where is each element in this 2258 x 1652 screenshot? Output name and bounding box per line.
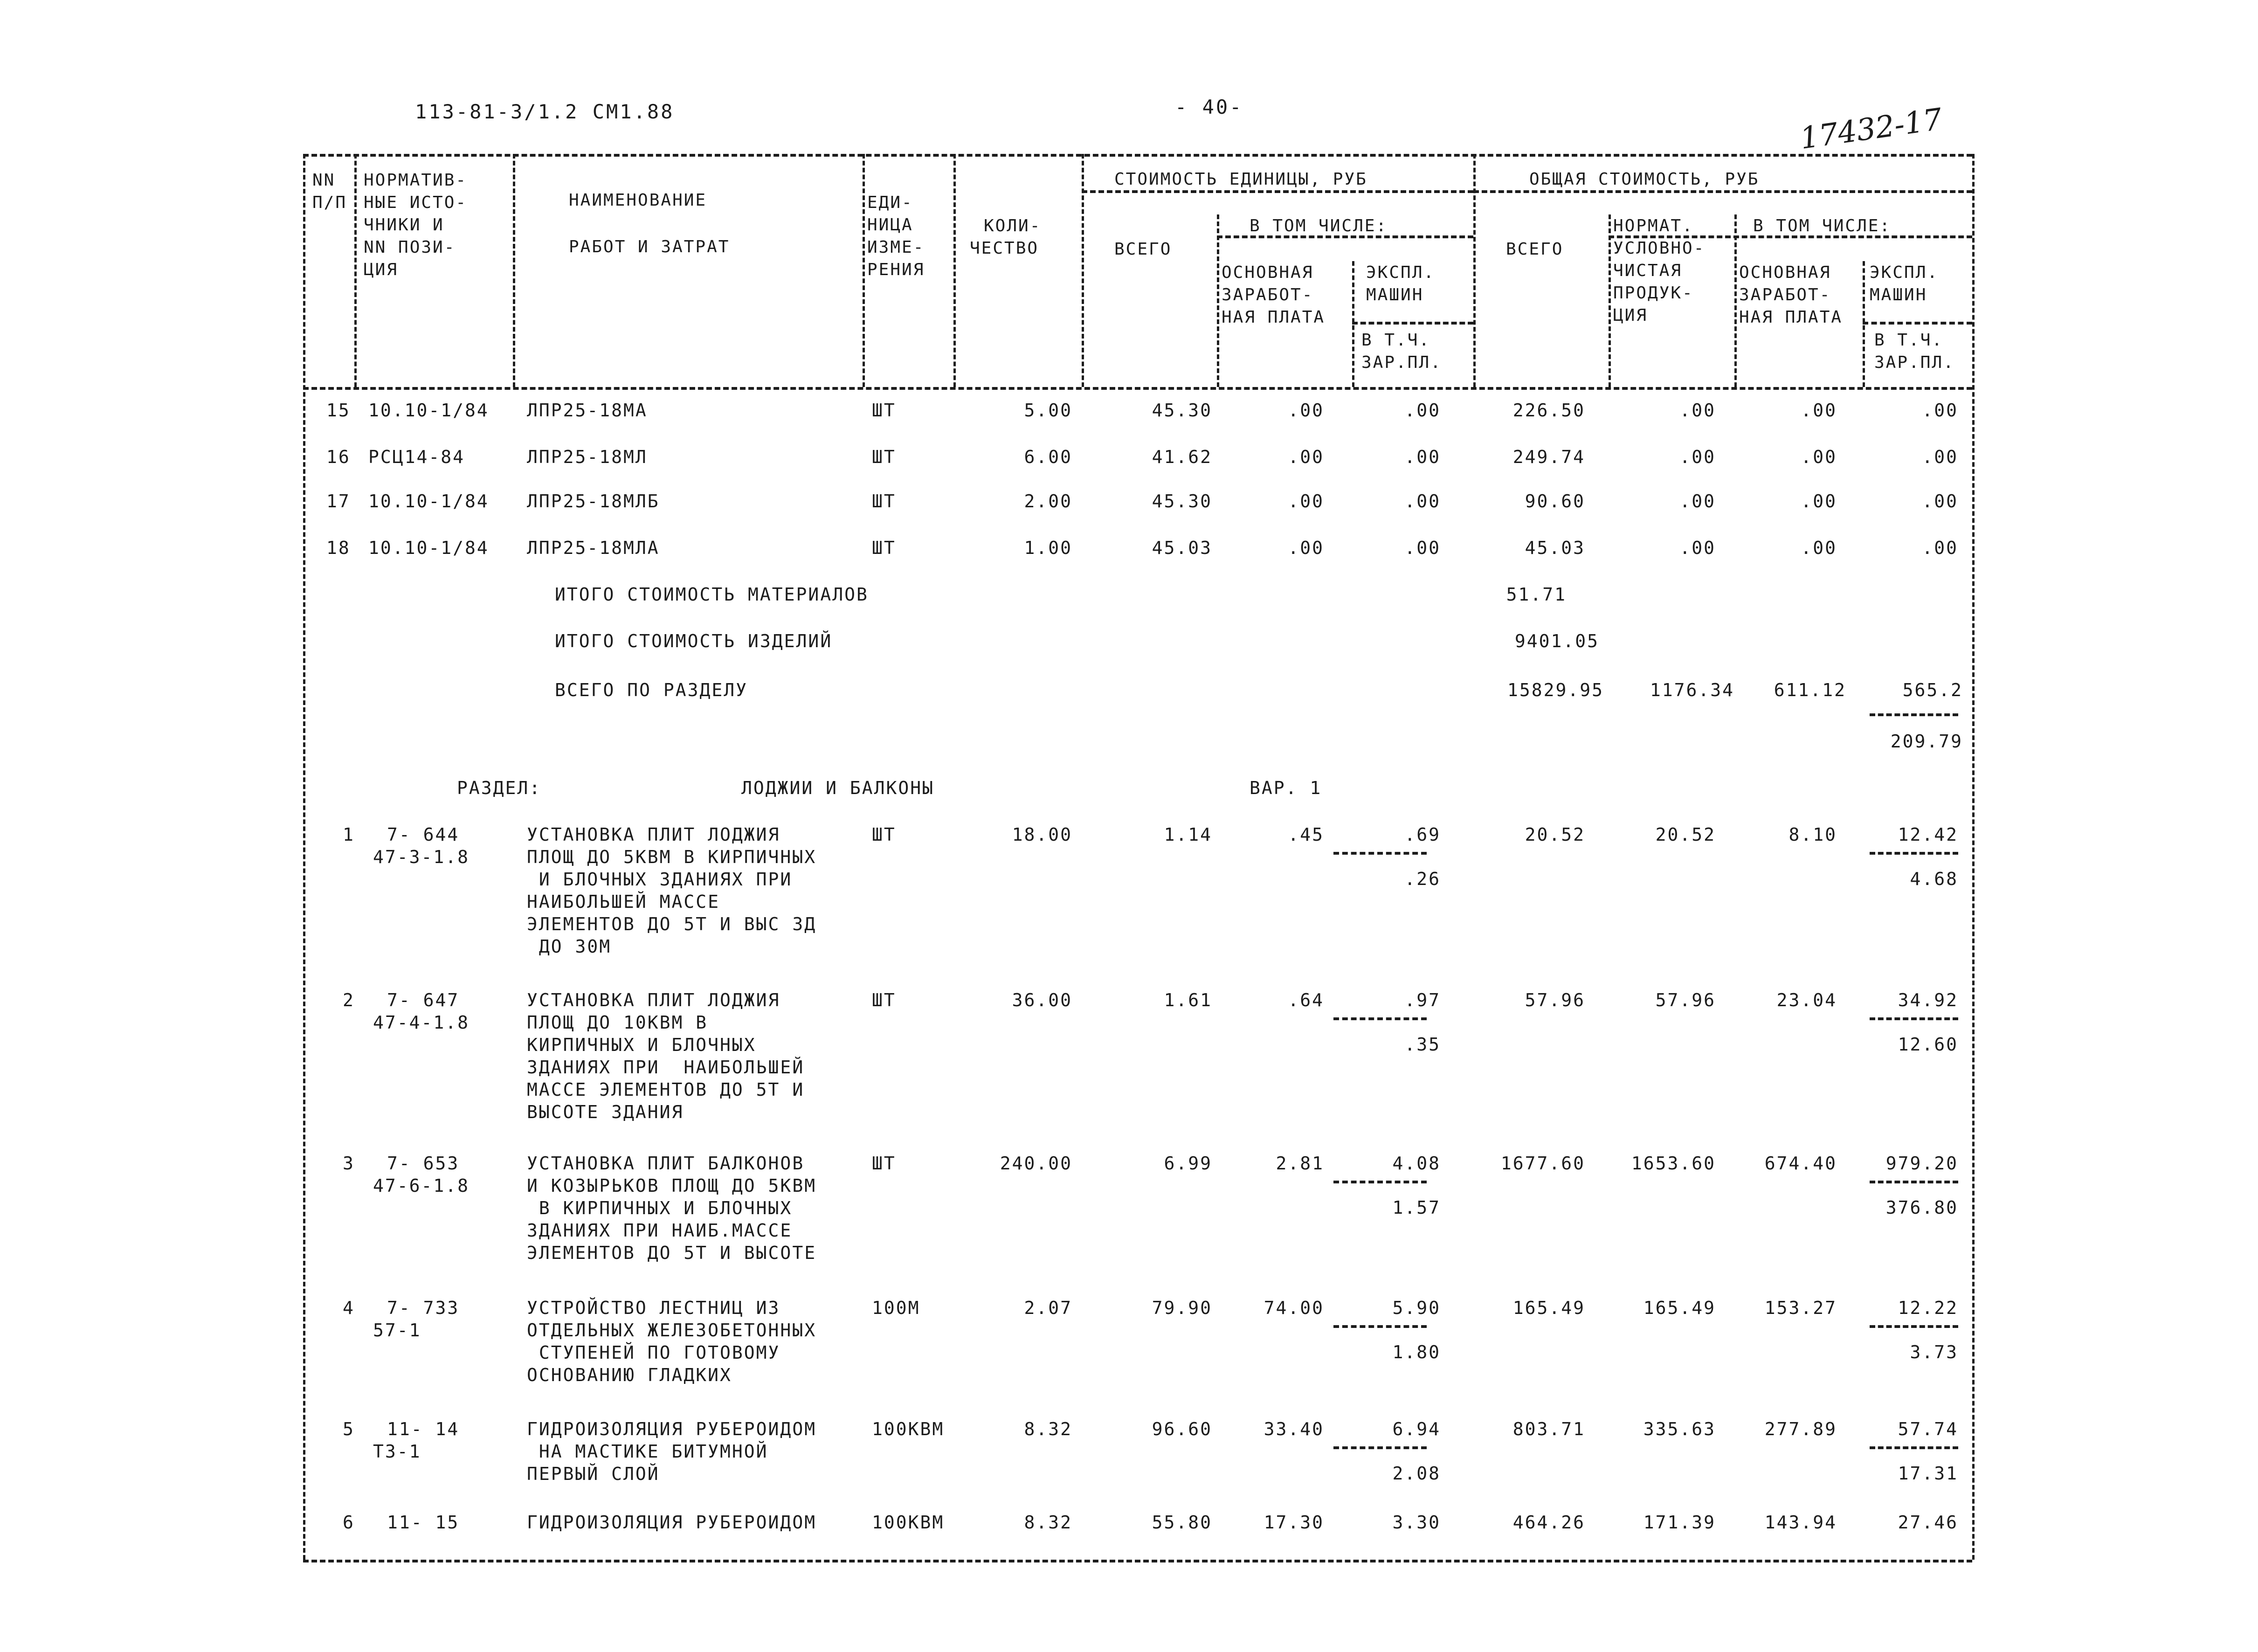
row-unit-all: 41.62	[1152, 447, 1212, 467]
row-unit-wages: .45	[1288, 824, 1324, 845]
header-ekspl-rule	[1352, 322, 1473, 325]
row-unit: ШТ	[872, 824, 896, 845]
row-unit-wages: .00	[1288, 400, 1324, 421]
row-unit-all: 96.60	[1152, 1419, 1212, 1439]
row-unit-all: 55.80	[1152, 1512, 1212, 1533]
row-name: И БЛОЧНЫХ ЗДАНИЯХ ПРИ	[527, 869, 793, 890]
row-unit-machines: .00	[1404, 447, 1441, 467]
row-name: ГИДРОИЗОЛЯЦИЯ РУБЕРОИДОМ	[527, 1419, 817, 1439]
header-total-normative: ЦИЯ	[1613, 306, 1648, 325]
row-unit-machines: 5.90	[1392, 1298, 1441, 1318]
header-total-normative: ПРОДУК-	[1613, 283, 1694, 303]
header-unit-machines: МАШИН	[1366, 285, 1424, 304]
row-name: ЗДАНИЯХ ПРИ НАИБОЛЬШЕЙ	[527, 1057, 805, 1078]
header-name: РАБОТ И ЗАТРАТ	[569, 237, 730, 256]
row-total-machines: 12.42	[1898, 824, 1958, 845]
section-label: РАЗДЕЛ:	[457, 778, 542, 798]
row-total-wages: .00	[1801, 400, 1837, 421]
products-total-label: ИТОГО СТОИМОСТЬ ИЗДЕЛИЙ	[555, 631, 833, 651]
section-total-wages: 611.12	[1774, 680, 1846, 700]
row-qty: 18.00	[1012, 824, 1072, 845]
row-total-machines: 34.92	[1898, 990, 1958, 1010]
row-total-normative: 171.39	[1643, 1512, 1716, 1533]
row-code: 10.10-1/84	[368, 538, 489, 558]
row-qty: 6.00	[1024, 447, 1072, 467]
row-number: 3	[343, 1153, 355, 1174]
row-name: КИРПИЧНЫХ И БЛОЧНЫХ	[527, 1035, 756, 1055]
row-total-all: 1677.60	[1500, 1153, 1585, 1174]
header-total-all: ВСЕГО	[1506, 240, 1564, 259]
header-unit: ИЗМЕ-	[867, 238, 925, 257]
row-total-machines-rule	[1870, 1017, 1958, 1020]
row-unit-machines: .00	[1404, 538, 1441, 558]
row-total-all: 226.50	[1512, 400, 1585, 421]
row-total-normative: 20.52	[1655, 824, 1716, 845]
row-unit-machines-wages: .26	[1404, 869, 1441, 889]
row-total-wages: .00	[1801, 447, 1837, 467]
header-total-machines-wages: ЗАР.ПЛ.	[1874, 353, 1955, 372]
header-unit-incl: В ТОМ ЧИСЛЕ:	[1250, 216, 1388, 235]
row-code: 10.10-1/84	[368, 400, 489, 421]
row-total-machines-rule	[1870, 852, 1958, 855]
row-total-wages: 8.10	[1788, 824, 1837, 845]
handwritten-stamp: 17432-17	[1798, 102, 1945, 156]
row-code: 47-4-1.8	[373, 1012, 470, 1033]
row-total-wages: .00	[1801, 491, 1837, 511]
header-total-normative: НОРМАТ.	[1613, 216, 1694, 235]
row-total-all: 45.03	[1525, 538, 1585, 558]
row-total-all: 249.74	[1512, 447, 1585, 467]
row-total-machines-rule	[1870, 1446, 1958, 1449]
row-code: 11- 15	[387, 1512, 460, 1533]
header-total-cost-group: ОБЩАЯ СТОИМОСТЬ, РУБ	[1529, 170, 1760, 189]
section-total-label: ВСЕГО ПО РАЗДЕЛУ	[555, 680, 748, 700]
header-total-wages: ЗАРАБОТ-	[1739, 285, 1831, 304]
section-name: ЛОДЖИИ И БАЛКОНЫ	[741, 778, 935, 798]
row-code: 7- 644	[387, 824, 460, 845]
row-unit: ШТ	[872, 1153, 896, 1174]
row-unit: ШТ	[872, 400, 896, 421]
table-left-border	[303, 154, 305, 1560]
row-total-all: 57.96	[1525, 990, 1585, 1010]
row-name: ЗДАНИЯХ ПРИ НАИБ.МАССЕ	[527, 1220, 793, 1241]
section-total-all: 15829.95	[1507, 680, 1604, 700]
section-total-machines-wages: 209.79	[1890, 731, 1963, 752]
row-total-normative: 57.96	[1655, 990, 1716, 1010]
row-unit-machines-wages: 1.80	[1392, 1342, 1441, 1362]
header-nn: NN	[312, 171, 336, 190]
row-unit-all: 45.03	[1152, 538, 1212, 558]
header-total-normative: ЧИСТАЯ	[1613, 261, 1683, 280]
header-normative-source: NN ПОЗИ-	[364, 238, 456, 257]
header-unit-machines-wages: В Т.Ч.	[1361, 331, 1431, 350]
row-unit-machines-rule	[1333, 1181, 1427, 1183]
row-total-normative: .00	[1679, 400, 1716, 421]
row-name: ПЛОЩ ДО 10КВМ В	[527, 1012, 708, 1033]
row-total-normative: .00	[1679, 447, 1716, 467]
row-unit-machines: .00	[1404, 400, 1441, 421]
row-unit-all: 79.90	[1152, 1298, 1212, 1318]
header-total-machines: МАШИН	[1870, 285, 1927, 304]
header-total-machines: ЭКСПЛ.	[1870, 263, 1939, 282]
row-total-all: 165.49	[1512, 1298, 1585, 1318]
table-bottom-border	[303, 1560, 1972, 1562]
row-unit-machines-wages: .35	[1404, 1034, 1441, 1055]
row-unit-wages: 2.81	[1276, 1153, 1324, 1174]
row-total-wages: 674.40	[1764, 1153, 1837, 1174]
row-unit: ШТ	[872, 990, 896, 1010]
row-qty: 8.32	[1024, 1419, 1072, 1439]
row-total-normative: 335.63	[1643, 1419, 1716, 1439]
header-col-sep-2	[863, 154, 865, 387]
row-unit-wages: 74.00	[1264, 1298, 1324, 1318]
row-total-wages: 143.94	[1764, 1512, 1837, 1533]
row-unit-machines: 6.94	[1392, 1419, 1441, 1439]
row-total-wages: 23.04	[1776, 990, 1837, 1010]
row-code: РСЦ14-84	[368, 447, 465, 467]
row-total-all: 20.52	[1525, 824, 1585, 845]
row-name: НА МАСТИКЕ БИТУМНОЙ	[527, 1441, 768, 1462]
row-total-normative: .00	[1679, 538, 1716, 558]
row-name: ЭЛЕМЕНТОВ ДО 5Т И ВЫСОТЕ	[527, 1243, 817, 1263]
row-code: 7- 647	[387, 990, 460, 1010]
row-name: УСТАНОВКА ПЛИТ БАЛКОНОВ	[527, 1153, 805, 1174]
header-total-incl: В ТОМ ЧИСЛЕ:	[1753, 216, 1892, 235]
row-unit-machines-rule	[1333, 1017, 1427, 1020]
row-unit: ШТ	[872, 491, 896, 511]
row-name: ДО 30М	[527, 936, 612, 957]
row-code: 47-3-1.8	[373, 847, 470, 867]
row-total-all: 90.60	[1525, 491, 1585, 511]
header-total-normative: УСЛОВНО-	[1613, 239, 1706, 258]
row-unit-wages: .00	[1288, 491, 1324, 511]
header-normative-source: НОРМАТИВ-	[364, 171, 468, 190]
row-unit-machines: .97	[1404, 990, 1441, 1010]
materials-total-label: ИТОГО СТОИМОСТЬ МАТЕРИАЛОВ	[555, 584, 869, 605]
section-total-rule	[1870, 713, 1958, 716]
header-total-wages: ОСНОВНАЯ	[1739, 263, 1831, 282]
row-unit-machines: .69	[1404, 824, 1441, 845]
document-code: 113-81-3/1.2 СМ1.88	[415, 100, 675, 123]
row-unit-wages: .64	[1288, 990, 1324, 1010]
header-unit-wages: ОСНОВНАЯ	[1222, 263, 1314, 282]
row-unit-wages: .00	[1288, 447, 1324, 467]
header-normative-source: ЧНИКИ И	[364, 215, 444, 235]
header-unit-cost-group: СТОИМОСТЬ ЕДИНИЦЫ, РУБ	[1114, 170, 1367, 189]
row-total-normative: 1653.60	[1631, 1153, 1716, 1174]
row-number: 16	[326, 447, 351, 467]
row-unit: 100КВМ	[872, 1419, 945, 1439]
row-total-machines-wages: 3.73	[1910, 1342, 1958, 1362]
header-unit-wages: ЗАРАБОТ-	[1222, 285, 1314, 304]
row-code: 57-1	[373, 1320, 421, 1341]
row-name: МАССЕ ЭЛЕМЕНТОВ ДО 5Т И	[527, 1079, 805, 1100]
header-unit-all: ВСЕГО	[1114, 240, 1172, 259]
row-unit-machines-rule	[1333, 1446, 1427, 1449]
row-total-machines: .00	[1922, 538, 1958, 558]
row-total-machines: 57.74	[1898, 1419, 1958, 1439]
row-name: ПЕРВЫЙ СЛОЙ	[527, 1464, 660, 1484]
row-name: И КОЗЫРЬКОВ ПЛОЩ ДО 5КВМ	[527, 1175, 817, 1196]
products-total-value: 9401.05	[1514, 631, 1599, 651]
row-unit-all: 1.14	[1164, 824, 1212, 845]
header-col-sep-vsego	[1217, 214, 1219, 387]
row-unit-wages: 33.40	[1264, 1419, 1324, 1439]
row-number: 1	[343, 824, 355, 845]
header-qty: ЧЕСТВО	[970, 239, 1039, 258]
row-total-machines: 27.46	[1898, 1512, 1958, 1533]
row-number: 5	[343, 1419, 355, 1439]
row-unit: 100КВМ	[872, 1512, 945, 1533]
row-number: 15	[326, 400, 351, 421]
row-name: ЛПР25-18МЛА	[527, 538, 660, 558]
row-qty: 8.32	[1024, 1512, 1072, 1533]
row-total-machines: 12.22	[1898, 1298, 1958, 1318]
row-unit-machines: 4.08	[1392, 1153, 1441, 1174]
row-total-machines: .00	[1922, 447, 1958, 467]
header-unit: ЕДИ-	[867, 193, 913, 212]
header-total-wages: НАЯ ПЛАТА	[1739, 308, 1843, 327]
section-total-normative: 1176.34	[1650, 680, 1734, 700]
header-col-sep-normat	[1609, 214, 1611, 387]
row-unit-machines-wages: 2.08	[1392, 1463, 1441, 1484]
row-qty: 1.00	[1024, 538, 1072, 558]
row-unit-wages: .00	[1288, 538, 1324, 558]
row-total-machines-wages: 376.80	[1885, 1197, 1958, 1218]
row-unit-machines: 3.30	[1392, 1512, 1441, 1533]
header-tekspl-rule	[1863, 322, 1972, 325]
row-total-machines: 979.20	[1885, 1153, 1958, 1174]
row-name: ГИДРОИЗОЛЯЦИЯ РУБЕРОИДОМ	[527, 1512, 817, 1533]
row-name: УСТАНОВКА ПЛИТ ЛОДЖИЯ	[527, 824, 780, 845]
row-total-normative: 165.49	[1643, 1298, 1716, 1318]
row-total-wages: 153.27	[1764, 1298, 1837, 1318]
header-col-sep-0	[354, 154, 357, 387]
header-normative-source: НЫЕ ИСТО-	[364, 193, 468, 212]
header-bottom-border	[303, 387, 1972, 390]
header-unit: РЕНИЯ	[867, 260, 925, 279]
section-total-machines: 565.2	[1902, 680, 1963, 700]
header-qty: КОЛИ-	[984, 216, 1042, 235]
row-total-all: 803.71	[1512, 1419, 1585, 1439]
row-qty: 2.00	[1024, 491, 1072, 511]
row-unit-machines: .00	[1404, 491, 1441, 511]
row-total-normative: .00	[1679, 491, 1716, 511]
header-nn: П/П	[312, 193, 347, 212]
row-total-machines-rule	[1870, 1325, 1958, 1328]
row-total-wages: .00	[1801, 538, 1837, 558]
row-unit-machines-rule	[1333, 852, 1427, 855]
header-col-sep-5	[1473, 154, 1476, 387]
row-code: 7- 653	[387, 1153, 460, 1174]
row-unit-all: 45.30	[1152, 400, 1212, 421]
row-code: 10.10-1/84	[368, 491, 489, 511]
row-unit: 100М	[872, 1298, 920, 1318]
header-unit-machines: ЭКСПЛ.	[1366, 263, 1436, 282]
row-name: ВЫСОТЕ ЗДАНИЯ	[527, 1102, 684, 1122]
page-number: - 40-	[1175, 96, 1243, 118]
row-unit: ШТ	[872, 538, 896, 558]
row-qty: 240.00	[1000, 1153, 1072, 1174]
row-name: ЭЛЕМЕНТОВ ДО 5Т И ВЫС ЗД	[527, 914, 817, 934]
row-number: 2	[343, 990, 355, 1010]
header-total-machines-wages: В Т.Ч.	[1874, 331, 1944, 350]
row-name: УСТРОЙСТВО ЛЕСТНИЦ ИЗ	[527, 1298, 780, 1318]
row-unit-all: 6.99	[1164, 1153, 1212, 1174]
header-normative-source: ЦИЯ	[364, 260, 399, 279]
row-name: ЛПР25-18МЛ	[527, 447, 648, 467]
header-unit: НИЦА	[867, 215, 913, 235]
header-col-sep-3	[953, 154, 956, 387]
row-number: 18	[326, 538, 351, 558]
row-name: В КИРПИЧНЫХ И БЛОЧНЫХ	[527, 1198, 793, 1218]
row-name: ПЛОЩ ДО 5КВМ В КИРПИЧНЫХ	[527, 847, 817, 867]
header-name: НАИМЕНОВАНИЕ	[569, 191, 707, 210]
row-total-all: 464.26	[1512, 1512, 1585, 1533]
row-name: НАИБОЛЬШЕЙ МАССЕ	[527, 892, 720, 912]
row-qty: 5.00	[1024, 400, 1072, 421]
row-total-machines-wages: 4.68	[1910, 869, 1958, 889]
row-name: ЛПР25-18МЛБ	[527, 491, 660, 511]
table-top-border	[303, 154, 1972, 157]
header-col-sep-4	[1082, 154, 1084, 387]
row-qty: 36.00	[1012, 990, 1072, 1010]
row-name: ЛПР25-18МА	[527, 400, 648, 421]
row-code: 47-6-1.8	[373, 1175, 470, 1196]
materials-total-value: 51.71	[1506, 584, 1567, 605]
row-code: 11- 14	[387, 1419, 460, 1439]
header-unit-machines-wages: ЗАР.ПЛ.	[1361, 353, 1442, 372]
section-variant: ВАР. 1	[1250, 778, 1322, 798]
row-code: Т3-1	[373, 1441, 421, 1462]
row-code: 7- 733	[387, 1298, 460, 1318]
row-name: ОСНОВАНИЮ ГЛАДКИХ	[527, 1365, 732, 1385]
row-unit-machines-wages: 1.57	[1392, 1197, 1441, 1218]
row-number: 17	[326, 491, 351, 511]
row-name: УСТАНОВКА ПЛИТ ЛОДЖИЯ	[527, 990, 780, 1010]
row-total-machines-wages: 17.31	[1898, 1463, 1958, 1484]
row-total-wages: 277.89	[1764, 1419, 1837, 1439]
row-name: ОТДЕЛЬНЫХ ЖЕЛЕЗОБЕТОННЫХ	[527, 1320, 817, 1341]
row-unit-machines-rule	[1333, 1325, 1427, 1328]
row-name: СТУПЕНЕЙ ПО ГОТОВОМУ	[527, 1342, 780, 1363]
row-number: 6	[343, 1512, 355, 1533]
row-unit: ШТ	[872, 447, 896, 467]
row-unit-all: 45.30	[1152, 491, 1212, 511]
table-right-border	[1972, 154, 1975, 1560]
row-total-machines-rule	[1870, 1181, 1958, 1183]
row-unit-all: 1.61	[1164, 990, 1212, 1010]
row-number: 4	[343, 1298, 355, 1318]
header-unit-wages: НАЯ ПЛАТА	[1222, 308, 1326, 327]
row-total-machines: .00	[1922, 491, 1958, 511]
row-qty: 2.07	[1024, 1298, 1072, 1318]
header-col-sep-tosn	[1734, 214, 1737, 387]
row-total-machines: .00	[1922, 400, 1958, 421]
header-col-sep-1	[513, 154, 515, 387]
row-unit-wages: 17.30	[1264, 1512, 1324, 1533]
row-total-machines-wages: 12.60	[1898, 1034, 1958, 1055]
